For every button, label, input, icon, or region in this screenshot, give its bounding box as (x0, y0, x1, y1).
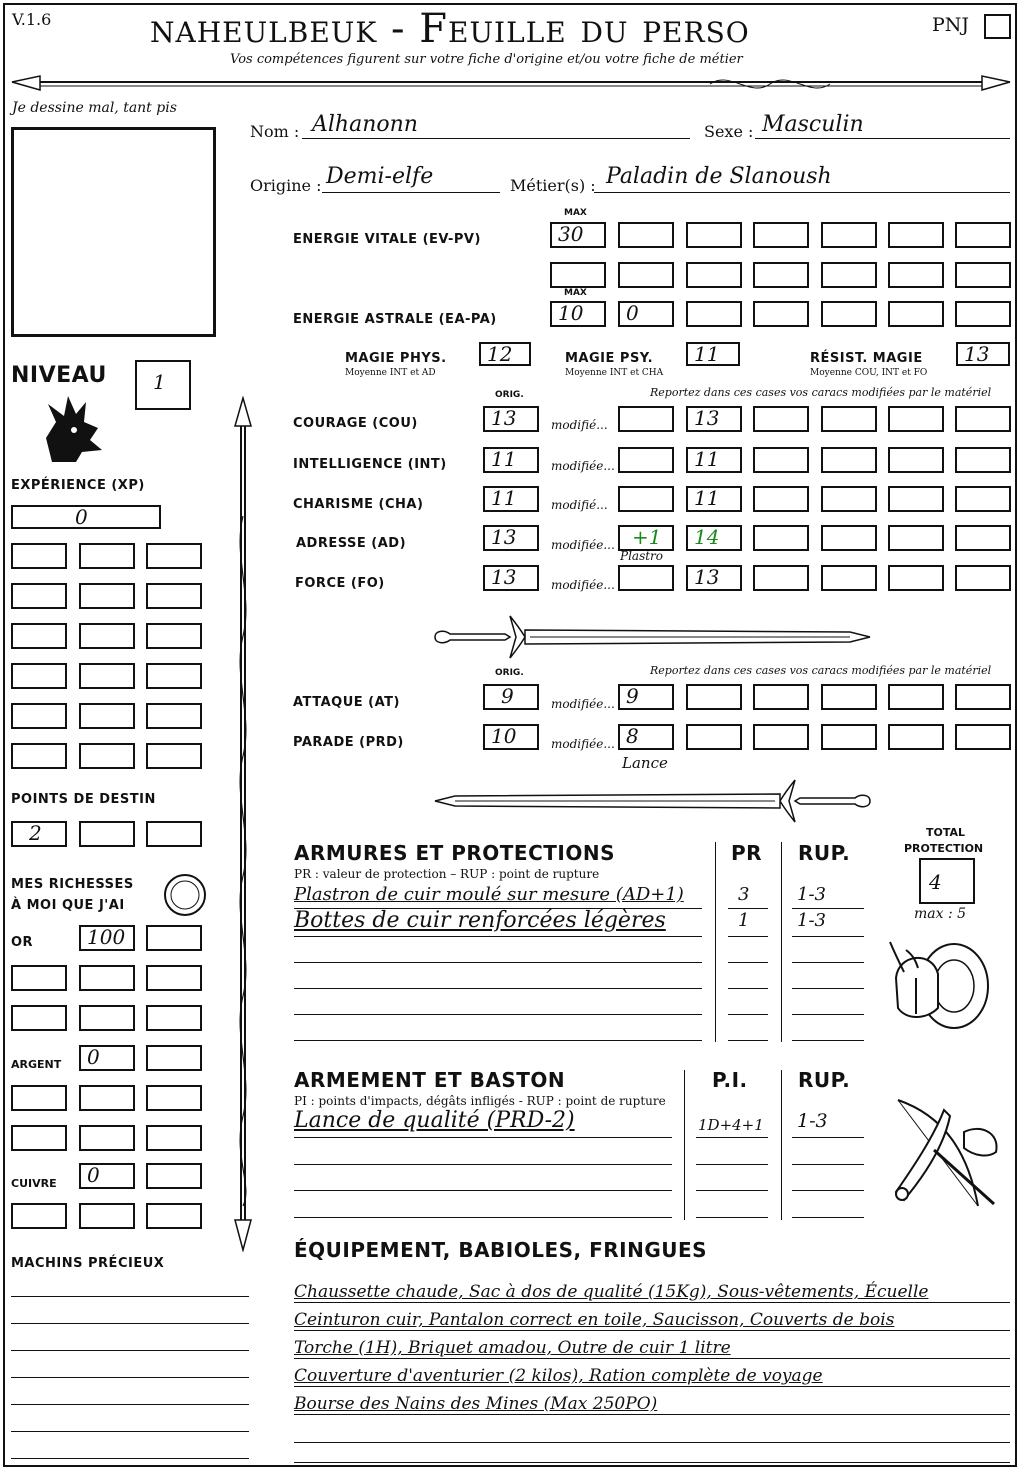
ev-box[interactable] (753, 222, 809, 248)
force-mod-box[interactable] (753, 565, 809, 591)
attaque-mod-box[interactable] (618, 684, 674, 710)
xp-box[interactable] (11, 663, 67, 689)
precieux-line[interactable] (11, 1296, 249, 1297)
xp-value: 0 (75, 505, 88, 529)
attaque-mod-box[interactable] (888, 684, 944, 710)
equipment-line-text: Ceinturon cuir, Pantalon correct en toile, Saucisson, Couverts de bois (294, 1310, 895, 1330)
niveau-label: NIVEAU (11, 363, 107, 388)
magie-phys-value: 12 (487, 342, 513, 366)
adresse-orig-box[interactable] (483, 525, 539, 551)
weapon-item-name[interactable]: Lance de qualité (PRD-2) (294, 1108, 575, 1133)
xp-box[interactable] (11, 583, 67, 609)
armor-divider (781, 842, 782, 1042)
ea-label: ENERGIE ASTRALE (EA-PA) (293, 312, 497, 327)
parade-orig-box[interactable] (483, 724, 539, 750)
ev-box[interactable] (618, 222, 674, 248)
armor-item-rup[interactable]: 1-3 (797, 884, 826, 905)
crossed-weapons-icon (884, 1096, 1008, 1216)
cuivre-value: 0 (87, 1163, 100, 1187)
cuivre-box[interactable] (11, 1203, 67, 1229)
magie-phys-box[interactable] (479, 342, 531, 366)
combat-report-note: Reportez dans ces cases vos caracs modifiées par le matériel (650, 664, 992, 677)
or-label: OR (11, 935, 34, 950)
argent-box[interactable] (146, 1125, 202, 1151)
armor-line[interactable] (294, 1040, 702, 1041)
charisme-mod-box[interactable] (618, 486, 674, 512)
force-label: FORCE (FO) (295, 576, 385, 591)
resist-magie-value: 13 (964, 342, 990, 366)
intelligence-orig-value: 11 (491, 447, 517, 471)
xp-box[interactable] (79, 543, 135, 569)
dragon-icon (38, 392, 106, 464)
total-protection-max: max : 5 (914, 906, 967, 922)
total-protection-box[interactable] (919, 858, 975, 904)
ev-box[interactable] (821, 222, 877, 248)
courage-mod-box[interactable] (618, 406, 674, 432)
xp-box[interactable] (146, 623, 202, 649)
adresse-orig-value: 13 (491, 525, 517, 549)
or-box[interactable] (11, 1005, 67, 1031)
parade-mod-box[interactable] (888, 724, 944, 750)
intelligence-mod-box[interactable] (821, 447, 877, 473)
origine-field[interactable]: Demi-elfe (326, 164, 434, 189)
charisme-mod-box[interactable] (955, 486, 1011, 512)
equipment-line[interactable] (294, 1386, 1010, 1415)
argent-box[interactable] (146, 1045, 202, 1071)
armor-title: ARMURES ET PROTECTIONS (294, 841, 615, 865)
charisme-mod-box[interactable] (821, 486, 877, 512)
ev-box[interactable] (821, 262, 877, 288)
ea-box[interactable] (955, 301, 1011, 327)
force-mod-box[interactable] (821, 565, 877, 591)
ea-box[interactable] (888, 301, 944, 327)
armor-line[interactable] (294, 962, 702, 963)
parade-mod-box[interactable] (821, 724, 877, 750)
intelligence-mod-box[interactable] (618, 447, 674, 473)
ev-max-label: MAX (564, 208, 587, 218)
or-box[interactable] (79, 965, 135, 991)
force-mod-box[interactable] (618, 565, 674, 591)
armor-line[interactable] (792, 1014, 864, 1015)
charisme-mod-box[interactable] (753, 486, 809, 512)
version-label: V.1.6 (12, 10, 52, 29)
courage-mod-box[interactable] (821, 406, 877, 432)
charisme-mod-box[interactable] (888, 486, 944, 512)
charisme-mod-box[interactable] (686, 486, 742, 512)
cuivre-box[interactable] (79, 1163, 135, 1189)
precieux-line[interactable] (11, 1458, 249, 1459)
force-mod-box[interactable] (955, 565, 1011, 591)
sexe-field[interactable]: Masculin (762, 112, 864, 137)
niveau-value: 1 (153, 370, 166, 394)
armor-line[interactable] (728, 962, 768, 963)
ev-box[interactable] (888, 262, 944, 288)
or-box[interactable] (11, 965, 67, 991)
parade-mod-box[interactable] (955, 724, 1011, 750)
precieux-line[interactable] (11, 1323, 249, 1324)
weapon-item-rup[interactable]: 1-3 (797, 1110, 828, 1132)
armor-line (294, 936, 702, 937)
charisme-orig-box[interactable] (483, 486, 539, 512)
equipment-line-text: Torche (1H), Briquet amadou, Outre de cuir 1 litre (294, 1338, 731, 1358)
ev-box[interactable] (686, 222, 742, 248)
armor-line[interactable] (792, 962, 864, 963)
xp-box[interactable] (11, 543, 67, 569)
ea-max-box[interactable] (550, 301, 606, 327)
equipment-line-text: Couverture d'aventurier (2 kilos), Ration complète de voyage (294, 1366, 823, 1386)
xp-label: EXPÉRIENCE (XP) (11, 478, 145, 493)
adresse-mod-bonus: +1 (632, 525, 662, 549)
armor-pr-header: PR (731, 841, 763, 865)
magie-psy-label: MAGIE PSY. (565, 351, 654, 366)
argent-label: ARGENT (11, 1058, 62, 1071)
resist-magie-label: RÉSIST. MAGIE (810, 351, 923, 366)
courage-mod-box[interactable] (955, 406, 1011, 432)
sexe-label: Sexe : (704, 122, 754, 141)
argent-value: 0 (87, 1045, 100, 1069)
sword-icon (430, 776, 875, 826)
armor-line[interactable] (792, 1040, 864, 1041)
parade-note: Lance (622, 754, 668, 772)
equipment-line[interactable] (294, 1330, 1010, 1359)
attaque-orig-box[interactable] (483, 684, 539, 710)
adresse-note: Plastro (620, 549, 664, 563)
magie-phys-label: MAGIE PHYS. (345, 351, 447, 366)
page-subtitle: Vos compétences figurent sur votre fiche d'origine et/ou votre fiche de métier (230, 52, 743, 67)
xp-box[interactable] (146, 663, 202, 689)
charisme-label: CHARISME (CHA) (293, 497, 424, 512)
magie-phys-note: Moyenne INT et AD (345, 368, 436, 378)
xp-box[interactable] (11, 743, 67, 769)
richesses-label: MES RICHESSES (11, 877, 134, 892)
parade-mod-box[interactable] (753, 724, 809, 750)
or-box[interactable] (79, 1005, 135, 1031)
force-orig-box[interactable] (483, 565, 539, 591)
armor-item-pr[interactable]: 1 (738, 910, 750, 931)
richesses-label-2: À MOI QUE J'AI (11, 898, 125, 913)
argent-box[interactable] (79, 1125, 135, 1151)
weapons-title: ARMEMENT ET BASTON (294, 1068, 566, 1092)
courage-orig-value: 13 (491, 406, 517, 430)
argent-box[interactable] (146, 1085, 202, 1111)
spear-divider-icon (10, 62, 1014, 102)
ev-max-value: 30 (558, 222, 584, 246)
cuivre-box[interactable] (146, 1163, 202, 1189)
metier-underline (594, 192, 1010, 193)
xp-box[interactable] (146, 583, 202, 609)
xp-box[interactable] (79, 663, 135, 689)
armor-line (728, 908, 768, 909)
weapons-rup-header: RUP. (798, 1068, 851, 1092)
resist-magie-box[interactable] (956, 342, 1010, 366)
adresse-label: ADRESSE (AD) (296, 536, 407, 551)
ev-label: ENERGIE VITALE (EV-PV) (293, 232, 481, 247)
attaque-mod-label: modifiée... (551, 697, 615, 711)
parade-mod-box[interactable] (618, 724, 674, 750)
armor-line[interactable] (728, 1014, 768, 1015)
intelligence-mod-value: 11 (694, 447, 720, 471)
parade-mod-box[interactable] (686, 724, 742, 750)
weapon-line (294, 1137, 672, 1138)
weapons-divider (684, 1070, 685, 1220)
parade-mod-value: 8 (626, 724, 639, 748)
adresse-mod-box[interactable] (686, 525, 742, 551)
weapon-line[interactable] (696, 1217, 768, 1218)
adresse-mod-box[interactable] (821, 525, 877, 551)
ea-max-label: MAX (564, 288, 587, 298)
ev-max-box[interactable] (550, 222, 606, 248)
xp-box[interactable] (79, 743, 135, 769)
weapon-line[interactable] (696, 1164, 768, 1165)
or-box[interactable] (146, 925, 202, 951)
or-box[interactable] (146, 965, 202, 991)
coin-icon (162, 872, 208, 918)
portrait-box[interactable] (11, 127, 216, 337)
attaque-label: ATTAQUE (AT) (293, 695, 400, 710)
courage-mod-label: modifié... (551, 418, 608, 432)
destin-box[interactable] (11, 821, 67, 847)
weapon-line (696, 1137, 768, 1138)
ea-box[interactable] (821, 301, 877, 327)
equipment-line[interactable] (294, 1442, 1010, 1463)
xp-box[interactable] (11, 623, 67, 649)
courage-mod-box[interactable] (686, 406, 742, 432)
adresse-mod-value: 14 (694, 525, 720, 549)
attaque-mod-value: 9 (626, 684, 639, 708)
adresse-mod-box[interactable] (955, 525, 1011, 551)
armor-line (728, 936, 768, 937)
equipment-line-text: Chaussette chaude, Sac à dos de qualité (15Kg), Sous-vêtements, Écuelle (294, 1282, 929, 1302)
parade-mod-label: modifiée... (551, 737, 615, 751)
armor-divider (715, 842, 716, 1042)
ev-box[interactable] (888, 222, 944, 248)
xp-box[interactable] (11, 703, 67, 729)
courage-mod-box[interactable] (753, 406, 809, 432)
portrait-caption: Je dessine mal, tant pis (12, 100, 177, 116)
ea-current-value: 0 (626, 301, 639, 325)
precieux-line[interactable] (11, 1431, 249, 1432)
or-box[interactable] (146, 1005, 202, 1031)
or-box[interactable] (79, 925, 135, 951)
cuivre-box[interactable] (79, 1203, 135, 1229)
armor-line[interactable] (728, 988, 768, 989)
resist-magie-note: Moyenne COU, INT et FO (810, 368, 928, 378)
courage-label: COURAGE (COU) (293, 416, 418, 431)
ev-box[interactable] (618, 262, 674, 288)
force-mod-value: 13 (694, 565, 720, 589)
courage-orig-box[interactable] (483, 406, 539, 432)
origine-underline (322, 192, 500, 193)
argent-box[interactable] (79, 1045, 135, 1071)
ev-box[interactable] (686, 262, 742, 288)
equipment-title: ÉQUIPEMENT, BABIOLES, FRINGUES (294, 1238, 708, 1262)
weapon-line[interactable] (294, 1164, 672, 1165)
armor-line (792, 936, 864, 937)
armor-line (792, 908, 864, 909)
equipment-line[interactable] (294, 1414, 1010, 1443)
force-mod-label: modifiée... (551, 578, 615, 592)
precieux-line[interactable] (11, 1350, 249, 1351)
intelligence-mod-label: modifiée... (551, 459, 615, 473)
argent-box[interactable] (11, 1085, 67, 1111)
xp-box[interactable] (79, 703, 135, 729)
page-title: naheulbeuk - Feuille du perso (150, 6, 750, 52)
force-mod-box[interactable] (888, 565, 944, 591)
report-note: Reportez dans ces cases vos caracs modifiées par le matériel (650, 386, 992, 399)
weapon-line (792, 1137, 864, 1138)
total-protection-label-2: PROTECTION (904, 842, 984, 855)
attaque-mod-box[interactable] (753, 684, 809, 710)
armor-line[interactable] (792, 988, 864, 989)
xp-box[interactable] (11, 505, 161, 529)
magie-psy-value: 11 (694, 342, 720, 366)
charisme-mod-label: modifié... (551, 498, 608, 512)
attaque-mod-box[interactable] (955, 684, 1011, 710)
ea-box[interactable] (618, 301, 674, 327)
vertical-spear-icon (228, 396, 258, 1252)
ev-box[interactable] (753, 262, 809, 288)
attaque-mod-box[interactable] (821, 684, 877, 710)
sexe-underline (755, 138, 1010, 139)
nom-label: Nom : (250, 122, 300, 141)
nom-field[interactable]: Alhanonn (312, 112, 418, 137)
pnj-checkbox[interactable] (984, 14, 1011, 39)
armor-line[interactable] (728, 1040, 768, 1041)
intelligence-mod-box[interactable] (888, 447, 944, 473)
sword-icon (430, 612, 875, 662)
weapon-line[interactable] (294, 1190, 672, 1191)
pnj-label: PNJ (932, 14, 970, 36)
adresse-mod-label: modifiée... (551, 538, 615, 552)
courage-mod-box[interactable] (888, 406, 944, 432)
nom-underline (302, 138, 690, 139)
weapon-line[interactable] (294, 1217, 672, 1218)
equipment-line-text: Bourse des Nains des Mines (Max 250PO) (294, 1394, 658, 1414)
origine-label: Origine : (250, 176, 322, 195)
ev-box[interactable] (550, 262, 606, 288)
or-value: 100 (87, 925, 126, 949)
combat-orig-label: ORIG. (495, 668, 524, 678)
weapon-line[interactable] (792, 1217, 864, 1218)
armor-item-name[interactable]: Bottes de cuir renforcées légères (294, 908, 666, 933)
cuivre-label: CUIVRE (11, 1177, 57, 1190)
attaque-mod-box[interactable] (686, 684, 742, 710)
intelligence-mod-box[interactable] (955, 447, 1011, 473)
equipment-line[interactable] (294, 1302, 1010, 1331)
adresse-mod-box[interactable] (888, 525, 944, 551)
xp-box[interactable] (79, 623, 135, 649)
courage-mod-value: 13 (694, 406, 720, 430)
weapon-line[interactable] (792, 1190, 864, 1191)
ea-max-value: 10 (558, 301, 584, 325)
xp-box[interactable] (146, 543, 202, 569)
charisme-mod-value: 11 (694, 486, 720, 510)
destin-value: 2 (29, 821, 42, 845)
equipment-line[interactable] (294, 1274, 1010, 1303)
weapons-pi-header: P.I. (712, 1068, 748, 1092)
weapons-divider (781, 1070, 782, 1220)
parade-orig-value: 10 (491, 724, 517, 748)
intelligence-orig-box[interactable] (483, 447, 539, 473)
equipment-line[interactable] (294, 1358, 1010, 1387)
armor-rup-header: RUP. (798, 841, 851, 865)
precieux-line[interactable] (11, 1404, 249, 1405)
charisme-orig-value: 11 (491, 486, 517, 510)
force-orig-value: 13 (491, 565, 517, 589)
weapon-item-pi[interactable]: 1D+4+1 (698, 1116, 764, 1134)
destin-box[interactable] (79, 821, 135, 847)
armor-item-rup[interactable]: 1-3 (797, 910, 826, 931)
armor-item-pr[interactable]: 3 (738, 884, 750, 905)
argent-box[interactable] (11, 1125, 67, 1151)
attaque-orig-value: 9 (501, 684, 514, 708)
adresse-mod-box[interactable] (618, 525, 674, 551)
ea-box[interactable] (753, 301, 809, 327)
armor-item-name[interactable]: Plastron de cuir moulé sur mesure (AD+1) (294, 884, 684, 905)
weapons-note: PI : points d'impacts, dégâts infligés - RUP : point de rupture (294, 1094, 666, 1108)
magie-psy-box[interactable] (686, 342, 740, 366)
intelligence-mod-box[interactable] (686, 447, 742, 473)
armor-line[interactable] (294, 1014, 702, 1015)
total-protection-label: TOTAL (926, 826, 966, 839)
parade-label: PARADE (PRD) (293, 735, 404, 750)
xp-box[interactable] (146, 743, 202, 769)
magie-psy-note: Moyenne INT et CHA (565, 368, 664, 378)
orig-label: ORIG. (495, 390, 524, 400)
xp-box[interactable] (146, 703, 202, 729)
ea-box[interactable] (686, 301, 742, 327)
intelligence-label: INTELLIGENCE (INT) (293, 457, 447, 472)
metier-field[interactable]: Paladin de Slanoush (606, 164, 832, 189)
argent-box[interactable] (79, 1085, 135, 1111)
destin-label: POINTS DE DESTIN (11, 792, 156, 807)
cuivre-box[interactable] (146, 1203, 202, 1229)
precieux-line[interactable] (11, 1377, 249, 1378)
intelligence-mod-box[interactable] (753, 447, 809, 473)
niveau-box[interactable] (135, 360, 191, 410)
total-protection-value: 4 (929, 870, 942, 894)
ev-box[interactable] (955, 262, 1011, 288)
metier-label: Métier(s) : (510, 176, 596, 195)
force-mod-box[interactable] (686, 565, 742, 591)
destin-box[interactable] (146, 821, 202, 847)
weapon-line[interactable] (792, 1164, 864, 1165)
weapon-line[interactable] (696, 1190, 768, 1191)
helmet-shield-icon (886, 928, 1000, 1034)
xp-box[interactable] (79, 583, 135, 609)
precieux-label: MACHINS PRÉCIEUX (11, 1256, 165, 1271)
armor-note: PR : valeur de protection – RUP : point de rupture (294, 867, 600, 881)
ev-box[interactable] (955, 222, 1011, 248)
adresse-mod-box[interactable] (753, 525, 809, 551)
armor-line[interactable] (294, 988, 702, 989)
